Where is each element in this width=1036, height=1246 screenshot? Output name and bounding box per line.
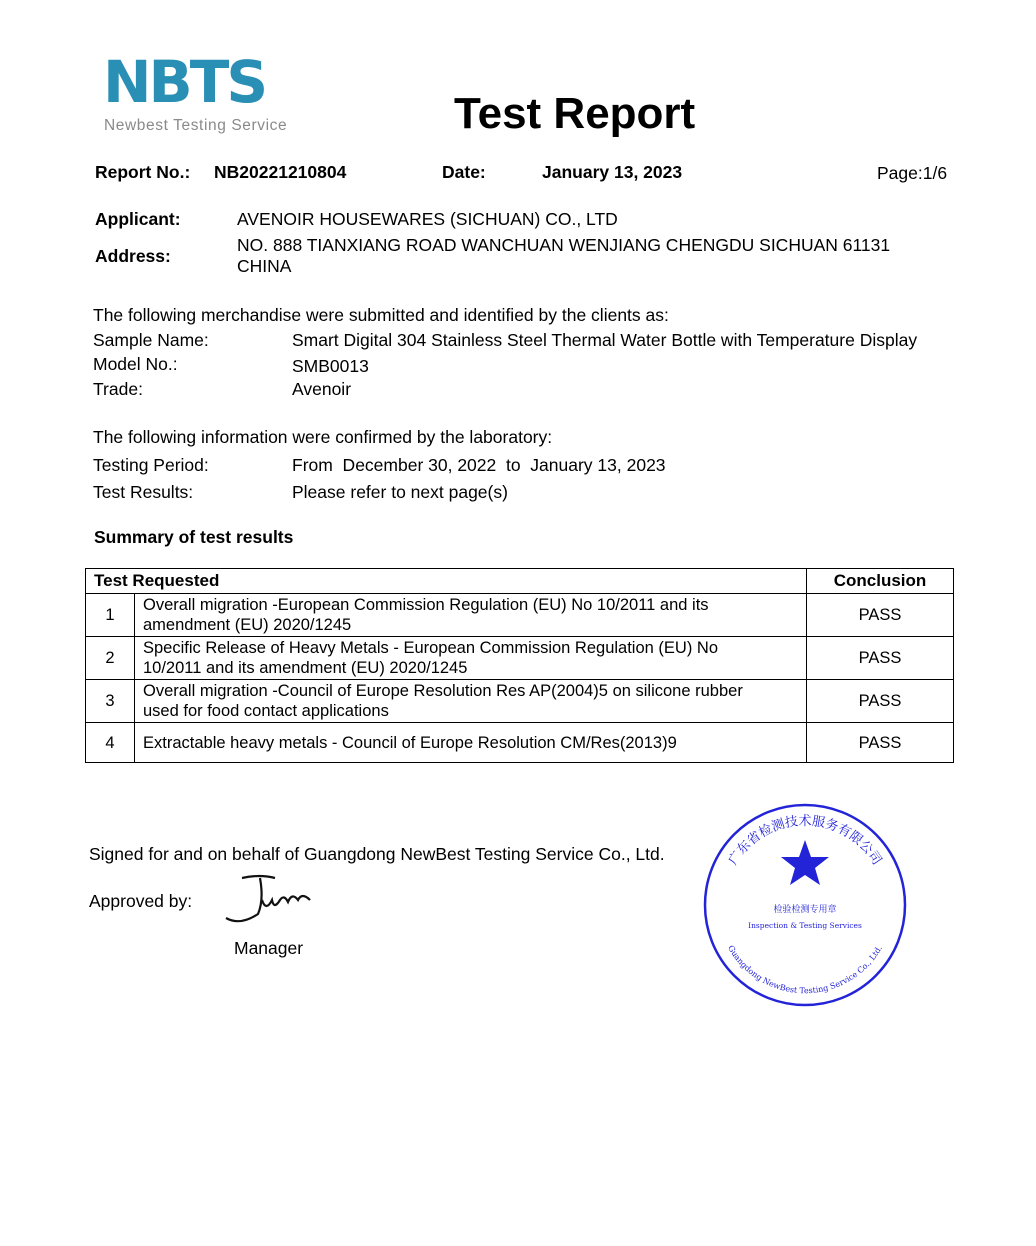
test-results-label: Test Results: <box>93 482 194 502</box>
address-line2: CHINA <box>237 256 292 276</box>
row-number: 4 <box>86 723 135 763</box>
date: January 13, 2023 <box>542 162 683 182</box>
test-line: used for food contact applications <box>143 702 389 720</box>
applicant-label: Applicant: <box>95 209 181 229</box>
table-row <box>86 723 954 763</box>
trade-label: Trade: <box>93 379 143 399</box>
role: Manager <box>234 938 304 958</box>
signature-image <box>220 870 330 930</box>
report-no: NB20221210804 <box>214 162 347 182</box>
test-results-value: Please refer to next page(s) <box>292 482 508 502</box>
model-no-value: SMB0013 <box>292 356 369 376</box>
trade-value: Avenoir <box>292 379 352 399</box>
test-line: 10/2011 and its amendment (EU) 2020/1245 <box>143 659 468 677</box>
logo-mark: NBTS <box>103 48 266 116</box>
test-requested: Extractable heavy metals - Council of Europe Resolution CM/Res(2013)9 <box>135 723 807 763</box>
summary-heading: Summary of test results <box>94 527 294 547</box>
col-conclusion: Conclusion <box>807 569 954 594</box>
report-no-label: Report No.: <box>95 162 191 182</box>
test-line: Overall migration -Council of Europe Resolution Res AP(2004)5 on silicone rubber <box>143 682 743 700</box>
col-test-requested: Test Requested <box>86 569 807 594</box>
approved-label: Approved by: <box>89 891 193 911</box>
address-line1: NO. 888 TIANXIANG ROAD WANCHUAN WENJIANG CHENGDU SICHUAN 61131 <box>237 235 891 255</box>
row-number: 1 <box>86 594 135 637</box>
conclusion: PASS <box>807 723 954 763</box>
sample-name-label: Sample Name: <box>93 330 209 350</box>
test-line: Specific Release of Heavy Metals - European Commission Regulation (EU) No <box>143 639 718 657</box>
conclusion: PASS <box>807 637 954 680</box>
company-stamp <box>700 800 910 1010</box>
logo-subtitle: Newbest Testing Service <box>104 117 288 134</box>
sample-name-value: Smart Digital 304 Stainless Steel Thermal Water Bottle with Temperature Display <box>292 330 918 350</box>
page-number: Page:1/6 <box>877 163 948 183</box>
test-requested <box>135 594 807 637</box>
test-requested <box>135 680 807 723</box>
signed-text: Signed for and on behalf of Guangdong NewBest Testing Service Co., Ltd. <box>89 844 665 864</box>
table-row <box>86 637 954 680</box>
lab-intro: The following information were confirmed by the laboratory: <box>93 427 553 447</box>
testing-period-value: From December 30, 2022 to January 13, 2023 <box>292 455 666 475</box>
table-row <box>86 680 954 723</box>
merchandise-intro: The following merchandise were submitted and identified by the clients as: <box>93 305 669 325</box>
test-line: Overall migration -European Commission Regulation (EU) No 10/2011 and its <box>143 596 709 614</box>
stamp-top-text: 广东省检测技术服务有限公司 <box>725 814 885 868</box>
test-requested <box>135 637 807 680</box>
conclusion: PASS <box>807 680 954 723</box>
page-title: Test Report <box>454 89 696 138</box>
row-number: 3 <box>86 680 135 723</box>
test-line: amendment (EU) 2020/1245 <box>143 616 352 634</box>
stamp-middle-en: Inspection & Testing Services <box>748 921 862 930</box>
model-no-label: Model No.: <box>93 354 178 374</box>
applicant-value: AVENOIR HOUSEWARES (SICHUAN) CO., LTD <box>237 209 618 229</box>
address-label: Address: <box>95 246 171 266</box>
conclusion: PASS <box>807 594 954 637</box>
table-row <box>86 594 954 637</box>
star-icon <box>781 840 829 885</box>
summary-table <box>85 568 954 763</box>
testing-period-label: Testing Period: <box>93 455 209 475</box>
stamp-middle-cn: 检验检测专用章 <box>773 905 837 915</box>
row-number: 2 <box>86 637 135 680</box>
date-label: Date: <box>442 162 486 182</box>
stamp-bottom-text: Guangdong NewBest Testing Service Co., Ltd. <box>725 943 884 996</box>
table-header-row <box>86 569 954 594</box>
